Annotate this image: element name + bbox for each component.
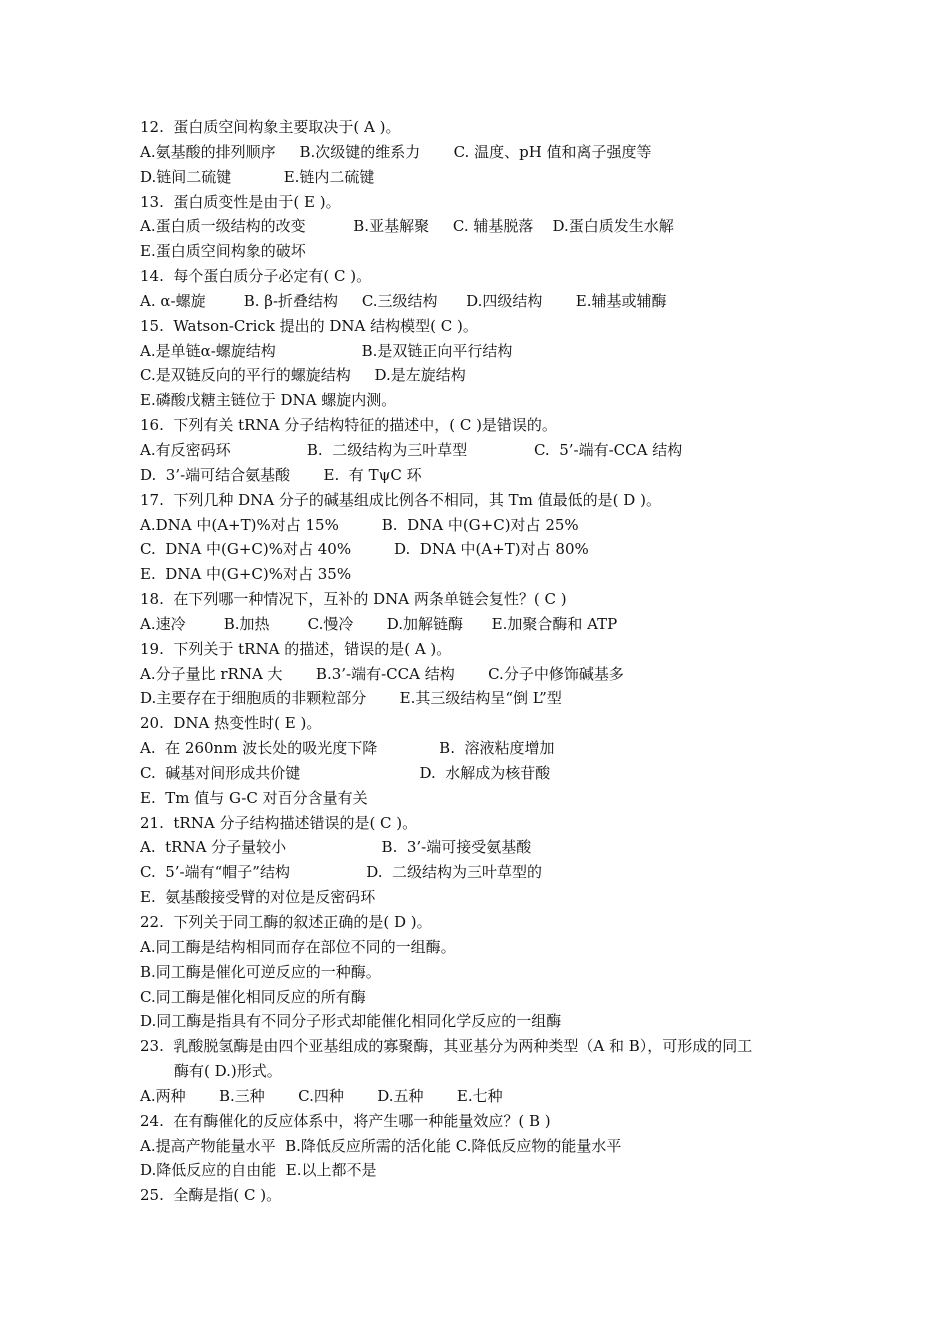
options-20-e: E. Tm 值与 G-C 对百分含量有关: [140, 788, 368, 807]
options-12-a-c: A.氨基酸的排列顺序 B.次级键的维系力 C. 温度、pH 值和离子强度等: [140, 142, 652, 161]
question-15: 15. Watson-Crick 提出的 DNA 结构模型( C )。: [140, 316, 478, 335]
question-list: [140, 115, 830, 1208]
options-24-a-c: A.提高产物能量水平 B.降低反应所需的活化能 C.降低反应物的能量水平: [140, 1136, 622, 1155]
question-21: 21. tRNA 分子结构描述错误的是( C )。: [140, 813, 418, 832]
options-23: A.两种 B.三种 C.四种 D.五种 E.七种: [140, 1086, 503, 1105]
question-23: 23. 乳酸脱氢酶是由四个亚基组成的寡聚酶，其亚基分为两种类型（A 和 B），可形成的同工: [140, 1037, 753, 1056]
options-19-d-e: D.主要存在于细胞质的非颗粒部分 E.其三级结构呈“倒 L”型: [140, 689, 562, 708]
options-21-e: E. 氨基酸接受臂的对位是反密码环: [140, 888, 376, 907]
options-15-e: E.磷酸戊糖主链位于 DNA 螺旋内测。: [140, 391, 397, 410]
options-18: A.速冷 B.加热 C.慢冷 D.加解链酶 E.加聚合酶和 ATP: [140, 614, 618, 633]
options-13-e: E.蛋白质空间构象的破坏: [140, 242, 306, 261]
options-21-a-b: A. tRNA 分子量较小 B. 3’-端可接受氨基酸: [140, 838, 532, 857]
question-19: 19. 下列关于 tRNA 的描述，错误的是( A )。: [140, 639, 452, 658]
question-13: 13. 蛋白质变性是由于( E )。: [140, 192, 341, 211]
question-20: 20. DNA 热变性时( E )。: [140, 714, 322, 733]
question-22: 22. 下列关于同工酶的叙述正确的是( D )。: [140, 913, 432, 931]
options-14: A. α-螺旋 B. β-折叠结构 C.三级结构 D.四级结构 E.辅基或辅酶: [140, 291, 667, 310]
options-24-d-e: D.降低反应的自由能 E.以上都不是: [140, 1161, 377, 1180]
question-24: 24. 在有酶催化的反应体系中，将产生哪一种能量效应？( B ): [140, 1111, 551, 1130]
options-15-c-d: C.是双链反向的平行的螺旋结构 D.是左旋结构: [140, 366, 466, 385]
options-16-a-c: A.有反密码环 B. 二级结构为三叶草型 C. 5’-端有-CCA 结构: [140, 440, 683, 459]
options-17-e: E. DNA 中(G+C)%对占 35%: [140, 565, 352, 584]
options-20-c-d: C. 碱基对间形成共价键 D. 水解成为核苷酸: [140, 763, 551, 782]
options-17-c-d: C. DNA 中(G+C)%对占 40% D. DNA 中(A+T)对占 80%: [140, 540, 589, 559]
question-18: 18. 在下列哪一种情况下，互补的 DNA 两条单链会复性？( C ): [140, 590, 567, 609]
option-22-c: C.同工酶是催化相同反应的所有酶: [140, 987, 366, 1006]
options-12-d-e: D.链间二硫键 E.链内二硫键: [140, 167, 375, 186]
options-16-d-e: D. 3’-端可结合氨基酸 E. 有 TψC 环: [140, 465, 422, 484]
question-25: 25. 全酶是指( C )。: [140, 1186, 282, 1205]
options-13-a-d: A.蛋白质一级结构的改变 B.亚基解聚 C. 辅基脱落 D.蛋白质发生水解: [140, 217, 674, 236]
options-17-a-b: A.DNA 中(A+T)%对占 15% B. DNA 中(G+C)对占 25%: [140, 515, 579, 534]
options-20-a-b: A. 在 260nm 波长处的吸光度下降 B. 溶液粘度增加: [140, 739, 555, 758]
options-21-c-d: C. 5’-端有“帽子”结构 D. 二级结构为三叶草型的: [140, 863, 543, 882]
question-16: 16. 下列有关 tRNA 分子结构特征的描述中，( C )是错误的。: [140, 416, 557, 435]
question-12: 12. 蛋白质空间构象主要取决于( A )。: [140, 118, 401, 136]
options-19-a-c: A.分子量比 rRNA 大 B.3’-端有-CCA 结构 C.分子中修饰碱基多: [140, 664, 624, 683]
question-17: 17. 下列几种 DNA 分子的碱基组成比例各不相同，其 Tm 值最低的是( D )。: [140, 490, 661, 509]
option-22-b: B.同工酶是催化可逆反应的一种酶。: [140, 962, 381, 981]
question-23-continued: 酶有( D.)形式。: [174, 1062, 282, 1081]
option-22-d: D.同工酶是指具有不同分子形式却能催化相同化学反应的一组酶: [140, 1012, 562, 1031]
options-15-a-b: A.是单链α-螺旋结构 B.是双链正向平行结构: [140, 341, 513, 360]
question-14: 14. 每个蛋白质分子必定有( C )。: [140, 267, 372, 286]
option-22-a: A.同工酶是结构相同而存在部位不同的一组酶。: [140, 937, 456, 956]
